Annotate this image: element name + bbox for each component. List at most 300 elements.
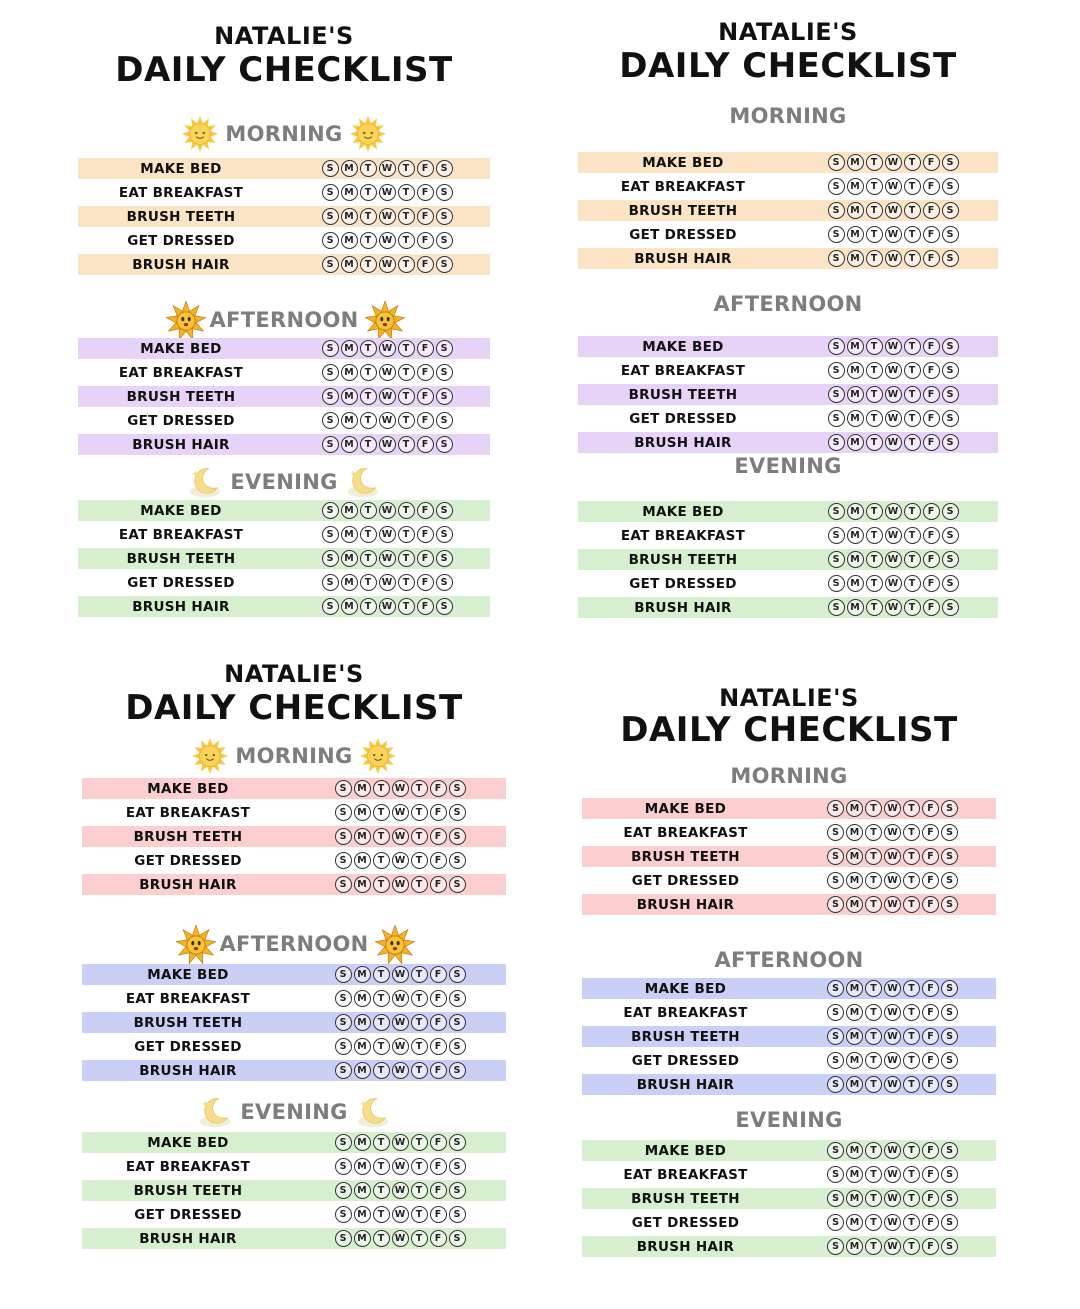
day-checkbox[interactable]: T <box>360 340 377 357</box>
day-checkbox[interactable]: T <box>360 160 377 177</box>
day-checkbox[interactable]: T <box>904 575 921 592</box>
day-checkbox[interactable]: W <box>379 412 396 429</box>
day-checkbox[interactable]: T <box>360 574 377 591</box>
day-checkbox[interactable]: W <box>379 550 396 567</box>
day-checkbox[interactable]: W <box>379 388 396 405</box>
day-checkbox[interactable]: M <box>846 1142 863 1159</box>
day-checkbox[interactable]: S <box>436 364 453 381</box>
day-checkbox[interactable]: T <box>398 256 415 273</box>
day-checkbox[interactable]: W <box>379 574 396 591</box>
day-checkbox[interactable]: S <box>322 256 339 273</box>
day-checkbox[interactable]: T <box>866 338 883 355</box>
day-checkbox[interactable]: T <box>903 1214 920 1231</box>
day-checkbox[interactable]: S <box>827 896 844 913</box>
day-checkbox[interactable]: S <box>436 388 453 405</box>
day-checkbox[interactable]: W <box>884 1028 901 1045</box>
day-checkbox[interactable]: T <box>373 1038 390 1055</box>
day-checkbox[interactable]: T <box>411 1230 428 1247</box>
day-checkbox[interactable]: F <box>922 1166 939 1183</box>
day-checkbox[interactable]: T <box>865 1076 882 1093</box>
day-checkbox[interactable]: T <box>865 1028 882 1045</box>
day-checkbox[interactable]: T <box>398 598 415 615</box>
day-checkbox[interactable]: S <box>335 828 352 845</box>
day-checkbox[interactable]: F <box>417 574 434 591</box>
day-checkbox[interactable]: W <box>884 1052 901 1069</box>
day-checkbox[interactable]: S <box>335 1182 352 1199</box>
day-checkbox[interactable]: S <box>942 386 959 403</box>
day-checkbox[interactable]: T <box>904 362 921 379</box>
day-checkbox[interactable]: T <box>903 1142 920 1159</box>
day-checkbox[interactable]: M <box>847 527 864 544</box>
day-checkbox[interactable]: M <box>341 502 358 519</box>
day-checkbox[interactable]: F <box>430 1230 447 1247</box>
day-checkbox[interactable]: S <box>449 804 466 821</box>
day-checkbox[interactable]: M <box>341 256 358 273</box>
day-checkbox[interactable]: S <box>942 362 959 379</box>
day-checkbox[interactable]: W <box>885 250 902 267</box>
day-checkbox[interactable]: M <box>846 848 863 865</box>
day-checkbox[interactable]: T <box>904 551 921 568</box>
day-checkbox[interactable]: S <box>941 896 958 913</box>
day-checkbox[interactable]: T <box>904 503 921 520</box>
day-checkbox[interactable]: M <box>354 1206 371 1223</box>
day-checkbox[interactable]: M <box>341 208 358 225</box>
day-checkbox[interactable]: F <box>922 1076 939 1093</box>
day-checkbox[interactable]: S <box>941 872 958 889</box>
day-checkbox[interactable]: M <box>846 872 863 889</box>
day-checkbox[interactable]: T <box>411 1014 428 1031</box>
day-checkbox[interactable]: T <box>411 1134 428 1151</box>
day-checkbox[interactable]: W <box>884 980 901 997</box>
day-checkbox[interactable]: S <box>449 1182 466 1199</box>
day-checkbox[interactable]: W <box>884 1238 901 1255</box>
day-checkbox[interactable]: T <box>411 828 428 845</box>
day-checkbox[interactable]: S <box>322 184 339 201</box>
day-checkbox[interactable]: S <box>827 1076 844 1093</box>
day-checkbox[interactable]: T <box>866 226 883 243</box>
day-checkbox[interactable]: S <box>941 1142 958 1159</box>
day-checkbox[interactable]: S <box>827 824 844 841</box>
day-checkbox[interactable]: S <box>436 502 453 519</box>
day-checkbox[interactable]: M <box>847 503 864 520</box>
day-checkbox[interactable]: F <box>417 184 434 201</box>
day-checkbox[interactable]: S <box>942 250 959 267</box>
day-checkbox[interactable]: S <box>828 226 845 243</box>
day-checkbox[interactable]: S <box>828 178 845 195</box>
day-checkbox[interactable]: S <box>827 848 844 865</box>
day-checkbox[interactable]: T <box>865 824 882 841</box>
day-checkbox[interactable]: S <box>941 824 958 841</box>
day-checkbox[interactable]: W <box>379 502 396 519</box>
day-checkbox[interactable]: T <box>865 1052 882 1069</box>
day-checkbox[interactable]: S <box>941 980 958 997</box>
day-checkbox[interactable]: S <box>436 160 453 177</box>
day-checkbox[interactable]: M <box>846 1076 863 1093</box>
day-checkbox[interactable]: M <box>354 1062 371 1079</box>
day-checkbox[interactable]: F <box>417 526 434 543</box>
day-checkbox[interactable]: T <box>866 575 883 592</box>
day-checkbox[interactable]: M <box>846 1004 863 1021</box>
day-checkbox[interactable]: S <box>941 848 958 865</box>
day-checkbox[interactable]: T <box>373 852 390 869</box>
day-checkbox[interactable]: T <box>903 1238 920 1255</box>
day-checkbox[interactable]: T <box>904 386 921 403</box>
day-checkbox[interactable]: M <box>341 412 358 429</box>
day-checkbox[interactable]: T <box>398 412 415 429</box>
day-checkbox[interactable]: S <box>449 876 466 893</box>
day-checkbox[interactable]: S <box>828 362 845 379</box>
day-checkbox[interactable]: S <box>335 1230 352 1247</box>
day-checkbox[interactable]: F <box>922 1004 939 1021</box>
day-checkbox[interactable]: S <box>322 340 339 357</box>
day-checkbox[interactable]: T <box>373 1062 390 1079</box>
day-checkbox[interactable]: T <box>373 1230 390 1247</box>
day-checkbox[interactable]: W <box>885 202 902 219</box>
day-checkbox[interactable]: W <box>392 1230 409 1247</box>
day-checkbox[interactable]: F <box>923 551 940 568</box>
day-checkbox[interactable]: S <box>436 598 453 615</box>
day-checkbox[interactable]: F <box>417 598 434 615</box>
day-checkbox[interactable]: T <box>411 966 428 983</box>
day-checkbox[interactable]: T <box>865 1190 882 1207</box>
day-checkbox[interactable]: F <box>923 226 940 243</box>
day-checkbox[interactable]: T <box>398 436 415 453</box>
day-checkbox[interactable]: W <box>392 1134 409 1151</box>
day-checkbox[interactable]: M <box>846 824 863 841</box>
day-checkbox[interactable]: T <box>865 896 882 913</box>
day-checkbox[interactable]: S <box>828 154 845 171</box>
day-checkbox[interactable]: M <box>341 364 358 381</box>
day-checkbox[interactable]: T <box>398 502 415 519</box>
day-checkbox[interactable]: T <box>865 1166 882 1183</box>
day-checkbox[interactable]: F <box>922 980 939 997</box>
day-checkbox[interactable]: M <box>847 575 864 592</box>
day-checkbox[interactable]: T <box>903 1052 920 1069</box>
day-checkbox[interactable]: F <box>430 1062 447 1079</box>
day-checkbox[interactable]: S <box>436 526 453 543</box>
day-checkbox[interactable]: W <box>392 966 409 983</box>
day-checkbox[interactable]: M <box>341 574 358 591</box>
day-checkbox[interactable]: W <box>885 178 902 195</box>
day-checkbox[interactable]: F <box>417 364 434 381</box>
day-checkbox[interactable]: F <box>923 386 940 403</box>
day-checkbox[interactable]: S <box>322 232 339 249</box>
day-checkbox[interactable]: T <box>360 232 377 249</box>
day-checkbox[interactable]: M <box>354 966 371 983</box>
day-checkbox[interactable]: M <box>354 780 371 797</box>
day-checkbox[interactable]: F <box>430 780 447 797</box>
day-checkbox[interactable]: W <box>885 386 902 403</box>
day-checkbox[interactable]: T <box>904 226 921 243</box>
day-checkbox[interactable]: F <box>922 824 939 841</box>
day-checkbox[interactable]: S <box>827 1238 844 1255</box>
day-checkbox[interactable]: F <box>923 154 940 171</box>
day-checkbox[interactable]: W <box>885 527 902 544</box>
day-checkbox[interactable]: T <box>903 1004 920 1021</box>
day-checkbox[interactable]: W <box>884 896 901 913</box>
day-checkbox[interactable]: T <box>373 1158 390 1175</box>
day-checkbox[interactable]: M <box>846 1190 863 1207</box>
day-checkbox[interactable]: M <box>847 362 864 379</box>
day-checkbox[interactable]: T <box>903 824 920 841</box>
day-checkbox[interactable]: S <box>827 1142 844 1159</box>
day-checkbox[interactable]: S <box>942 551 959 568</box>
day-checkbox[interactable]: T <box>398 364 415 381</box>
day-checkbox[interactable]: S <box>942 338 959 355</box>
day-checkbox[interactable]: T <box>903 1076 920 1093</box>
day-checkbox[interactable]: T <box>398 340 415 357</box>
day-checkbox[interactable]: S <box>335 852 352 869</box>
day-checkbox[interactable]: S <box>322 412 339 429</box>
day-checkbox[interactable]: F <box>922 1028 939 1045</box>
day-checkbox[interactable]: M <box>846 1052 863 1069</box>
day-checkbox[interactable]: W <box>379 364 396 381</box>
day-checkbox[interactable]: F <box>922 1142 939 1159</box>
day-checkbox[interactable]: F <box>417 550 434 567</box>
day-checkbox[interactable]: T <box>373 1014 390 1031</box>
day-checkbox[interactable]: T <box>373 804 390 821</box>
day-checkbox[interactable]: M <box>846 800 863 817</box>
day-checkbox[interactable]: T <box>903 896 920 913</box>
day-checkbox[interactable]: T <box>360 598 377 615</box>
day-checkbox[interactable]: F <box>922 872 939 889</box>
day-checkbox[interactable]: S <box>828 410 845 427</box>
day-checkbox[interactable]: S <box>827 980 844 997</box>
day-checkbox[interactable]: T <box>904 527 921 544</box>
day-checkbox[interactable]: T <box>373 780 390 797</box>
day-checkbox[interactable]: F <box>923 178 940 195</box>
day-checkbox[interactable]: S <box>827 872 844 889</box>
day-checkbox[interactable]: M <box>847 338 864 355</box>
day-checkbox[interactable]: T <box>904 178 921 195</box>
day-checkbox[interactable]: S <box>828 503 845 520</box>
day-checkbox[interactable]: F <box>922 848 939 865</box>
day-checkbox[interactable]: W <box>392 1206 409 1223</box>
day-checkbox[interactable]: W <box>392 1038 409 1055</box>
day-checkbox[interactable]: W <box>392 1182 409 1199</box>
day-checkbox[interactable]: W <box>884 824 901 841</box>
day-checkbox[interactable]: M <box>354 1158 371 1175</box>
day-checkbox[interactable]: S <box>827 1052 844 1069</box>
day-checkbox[interactable]: T <box>360 208 377 225</box>
day-checkbox[interactable]: W <box>884 1076 901 1093</box>
day-checkbox[interactable]: S <box>827 800 844 817</box>
day-checkbox[interactable]: T <box>373 1182 390 1199</box>
day-checkbox[interactable]: F <box>923 434 940 451</box>
day-checkbox[interactable]: T <box>398 550 415 567</box>
day-checkbox[interactable]: F <box>922 1214 939 1231</box>
day-checkbox[interactable]: T <box>360 412 377 429</box>
day-checkbox[interactable]: F <box>430 1158 447 1175</box>
day-checkbox[interactable]: T <box>904 434 921 451</box>
day-checkbox[interactable]: S <box>449 1134 466 1151</box>
day-checkbox[interactable]: M <box>847 178 864 195</box>
day-checkbox[interactable]: F <box>417 436 434 453</box>
day-checkbox[interactable]: W <box>885 503 902 520</box>
day-checkbox[interactable]: S <box>942 226 959 243</box>
day-checkbox[interactable]: S <box>942 154 959 171</box>
day-checkbox[interactable]: M <box>354 1134 371 1151</box>
day-checkbox[interactable]: S <box>436 340 453 357</box>
day-checkbox[interactable]: S <box>449 852 466 869</box>
day-checkbox[interactable]: W <box>885 338 902 355</box>
day-checkbox[interactable]: S <box>335 1134 352 1151</box>
day-checkbox[interactable]: S <box>941 1004 958 1021</box>
day-checkbox[interactable]: F <box>923 250 940 267</box>
day-checkbox[interactable]: F <box>430 1038 447 1055</box>
day-checkbox[interactable]: S <box>335 1206 352 1223</box>
day-checkbox[interactable]: T <box>903 1166 920 1183</box>
day-checkbox[interactable]: W <box>379 160 396 177</box>
day-checkbox[interactable]: F <box>430 852 447 869</box>
day-checkbox[interactable]: W <box>392 990 409 1007</box>
day-checkbox[interactable]: M <box>846 980 863 997</box>
day-checkbox[interactable]: W <box>392 852 409 869</box>
day-checkbox[interactable]: F <box>430 1206 447 1223</box>
day-checkbox[interactable]: T <box>398 184 415 201</box>
day-checkbox[interactable]: T <box>411 1158 428 1175</box>
day-checkbox[interactable]: W <box>885 575 902 592</box>
day-checkbox[interactable]: T <box>865 1214 882 1231</box>
day-checkbox[interactable]: T <box>411 1206 428 1223</box>
day-checkbox[interactable]: F <box>417 412 434 429</box>
day-checkbox[interactable]: W <box>885 551 902 568</box>
day-checkbox[interactable]: T <box>904 599 921 616</box>
day-checkbox[interactable]: F <box>430 828 447 845</box>
day-checkbox[interactable]: S <box>436 256 453 273</box>
day-checkbox[interactable]: T <box>360 526 377 543</box>
day-checkbox[interactable]: T <box>360 436 377 453</box>
day-checkbox[interactable]: F <box>923 599 940 616</box>
day-checkbox[interactable]: M <box>341 388 358 405</box>
day-checkbox[interactable]: W <box>885 410 902 427</box>
day-checkbox[interactable]: T <box>865 1004 882 1021</box>
day-checkbox[interactable]: S <box>449 990 466 1007</box>
day-checkbox[interactable]: W <box>379 256 396 273</box>
day-checkbox[interactable]: T <box>373 828 390 845</box>
day-checkbox[interactable]: W <box>392 804 409 821</box>
day-checkbox[interactable]: F <box>430 966 447 983</box>
day-checkbox[interactable]: M <box>847 551 864 568</box>
day-checkbox[interactable]: M <box>354 828 371 845</box>
day-checkbox[interactable]: T <box>411 1182 428 1199</box>
day-checkbox[interactable]: T <box>398 574 415 591</box>
day-checkbox[interactable]: S <box>436 208 453 225</box>
day-checkbox[interactable]: W <box>392 828 409 845</box>
day-checkbox[interactable]: W <box>379 526 396 543</box>
day-checkbox[interactable]: W <box>884 1190 901 1207</box>
day-checkbox[interactable]: W <box>885 362 902 379</box>
day-checkbox[interactable]: M <box>847 386 864 403</box>
day-checkbox[interactable]: S <box>322 526 339 543</box>
day-checkbox[interactable]: W <box>885 154 902 171</box>
day-checkbox[interactable]: S <box>942 178 959 195</box>
day-checkbox[interactable]: S <box>335 990 352 1007</box>
day-checkbox[interactable]: S <box>449 1230 466 1247</box>
day-checkbox[interactable]: T <box>866 386 883 403</box>
day-checkbox[interactable]: M <box>847 202 864 219</box>
day-checkbox[interactable]: M <box>341 184 358 201</box>
day-checkbox[interactable]: S <box>828 434 845 451</box>
day-checkbox[interactable]: F <box>923 202 940 219</box>
day-checkbox[interactable]: S <box>322 574 339 591</box>
day-checkbox[interactable]: S <box>436 574 453 591</box>
day-checkbox[interactable]: T <box>866 599 883 616</box>
day-checkbox[interactable]: S <box>941 1214 958 1231</box>
day-checkbox[interactable]: S <box>449 1206 466 1223</box>
day-checkbox[interactable]: T <box>903 1190 920 1207</box>
day-checkbox[interactable]: M <box>341 598 358 615</box>
day-checkbox[interactable]: S <box>449 1158 466 1175</box>
day-checkbox[interactable]: F <box>922 896 939 913</box>
day-checkbox[interactable]: W <box>392 1014 409 1031</box>
day-checkbox[interactable]: W <box>379 184 396 201</box>
day-checkbox[interactable]: F <box>922 1052 939 1069</box>
day-checkbox[interactable]: F <box>922 1238 939 1255</box>
day-checkbox[interactable]: M <box>846 896 863 913</box>
day-checkbox[interactable]: T <box>866 250 883 267</box>
day-checkbox[interactable]: M <box>354 804 371 821</box>
day-checkbox[interactable]: F <box>417 160 434 177</box>
day-checkbox[interactable]: T <box>903 872 920 889</box>
day-checkbox[interactable]: T <box>865 1238 882 1255</box>
day-checkbox[interactable]: M <box>341 232 358 249</box>
day-checkbox[interactable]: S <box>941 800 958 817</box>
day-checkbox[interactable]: S <box>449 1062 466 1079</box>
day-checkbox[interactable]: M <box>341 436 358 453</box>
day-checkbox[interactable]: W <box>379 436 396 453</box>
day-checkbox[interactable]: T <box>398 232 415 249</box>
day-checkbox[interactable]: S <box>449 1038 466 1055</box>
day-checkbox[interactable]: S <box>436 550 453 567</box>
day-checkbox[interactable]: S <box>335 876 352 893</box>
day-checkbox[interactable]: T <box>866 202 883 219</box>
day-checkbox[interactable]: S <box>941 1190 958 1207</box>
day-checkbox[interactable]: S <box>449 966 466 983</box>
day-checkbox[interactable]: W <box>379 598 396 615</box>
day-checkbox[interactable]: W <box>884 1214 901 1231</box>
day-checkbox[interactable]: T <box>904 410 921 427</box>
day-checkbox[interactable]: S <box>335 1158 352 1175</box>
day-checkbox[interactable]: T <box>411 990 428 1007</box>
day-checkbox[interactable]: S <box>335 1038 352 1055</box>
day-checkbox[interactable]: M <box>341 526 358 543</box>
day-checkbox[interactable]: M <box>354 852 371 869</box>
day-checkbox[interactable]: T <box>865 1142 882 1159</box>
day-checkbox[interactable]: S <box>436 412 453 429</box>
day-checkbox[interactable]: S <box>941 1166 958 1183</box>
day-checkbox[interactable]: M <box>846 1028 863 1045</box>
day-checkbox[interactable]: T <box>411 852 428 869</box>
day-checkbox[interactable]: S <box>827 1190 844 1207</box>
day-checkbox[interactable]: T <box>398 208 415 225</box>
day-checkbox[interactable]: S <box>449 1014 466 1031</box>
day-checkbox[interactable]: F <box>923 527 940 544</box>
day-checkbox[interactable]: T <box>866 434 883 451</box>
day-checkbox[interactable]: S <box>322 436 339 453</box>
day-checkbox[interactable]: F <box>417 502 434 519</box>
day-checkbox[interactable]: M <box>846 1238 863 1255</box>
day-checkbox[interactable]: S <box>449 780 466 797</box>
day-checkbox[interactable]: T <box>904 338 921 355</box>
day-checkbox[interactable]: F <box>417 232 434 249</box>
day-checkbox[interactable]: T <box>411 1038 428 1055</box>
day-checkbox[interactable]: T <box>903 1028 920 1045</box>
day-checkbox[interactable]: S <box>942 527 959 544</box>
day-checkbox[interactable]: F <box>430 1014 447 1031</box>
day-checkbox[interactable]: F <box>923 338 940 355</box>
day-checkbox[interactable]: M <box>341 550 358 567</box>
